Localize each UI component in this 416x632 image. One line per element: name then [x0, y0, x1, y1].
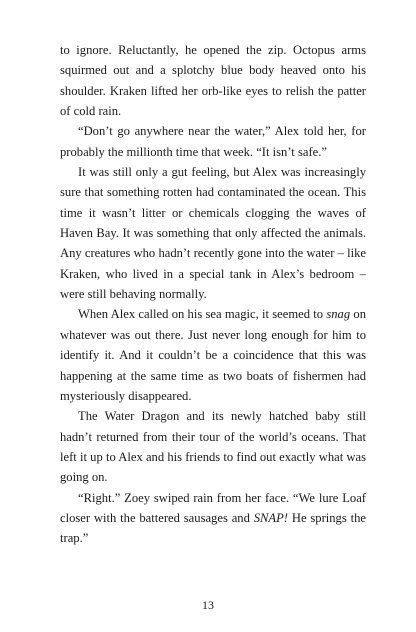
paragraph-1: to ignore. Reluctantly, he opened the zip. Octopus arms squirmed out and a splotchy blue body heaved onto his shoulder. Kraken lifted her orb-like eyes to relish the patter of cold rain.: [60, 43, 366, 119]
paragraph-2: “Don’t go anywhere near the water,” Alex told her, for probably the millionth time that week. “It isn’t safe.”: [60, 124, 366, 159]
body-text: [60, 40, 366, 549]
paragraph-5: The Water Dragon and its newly hatched baby still hadn’t returned from their tour of the world’s oceans. That left it up to Alex and his friends to find out exactly what was going on.: [60, 409, 366, 485]
paragraph-6: “Right.” Zoey swiped rain from her face. “We lure Loaf closer with the battered sausages and SNAP! He springs the trap.”: [60, 490, 366, 546]
page-number: 13: [202, 598, 214, 612]
paragraph-4: When Alex called on his sea magic, it seemed to snag on whatever was out there. Just never long enough for him to identify it. And it couldn’t be a coincidence that this was happening at the same time as two boats of fishermen had mysteriously disappeared.: [60, 307, 366, 403]
paragraph-3: It was still only a gut feeling, but Alex was increasingly sure that something rotten had contaminated the ocean. This time it wasn’t litter or chemicals clogging the waves of Haven Bay. It was something that only affected the animals. Any creatures who hadn’t recently gone into the water – like Kraken, who lived in a special tank in Alex’s bedroom – were still behaving normally.: [60, 165, 366, 302]
